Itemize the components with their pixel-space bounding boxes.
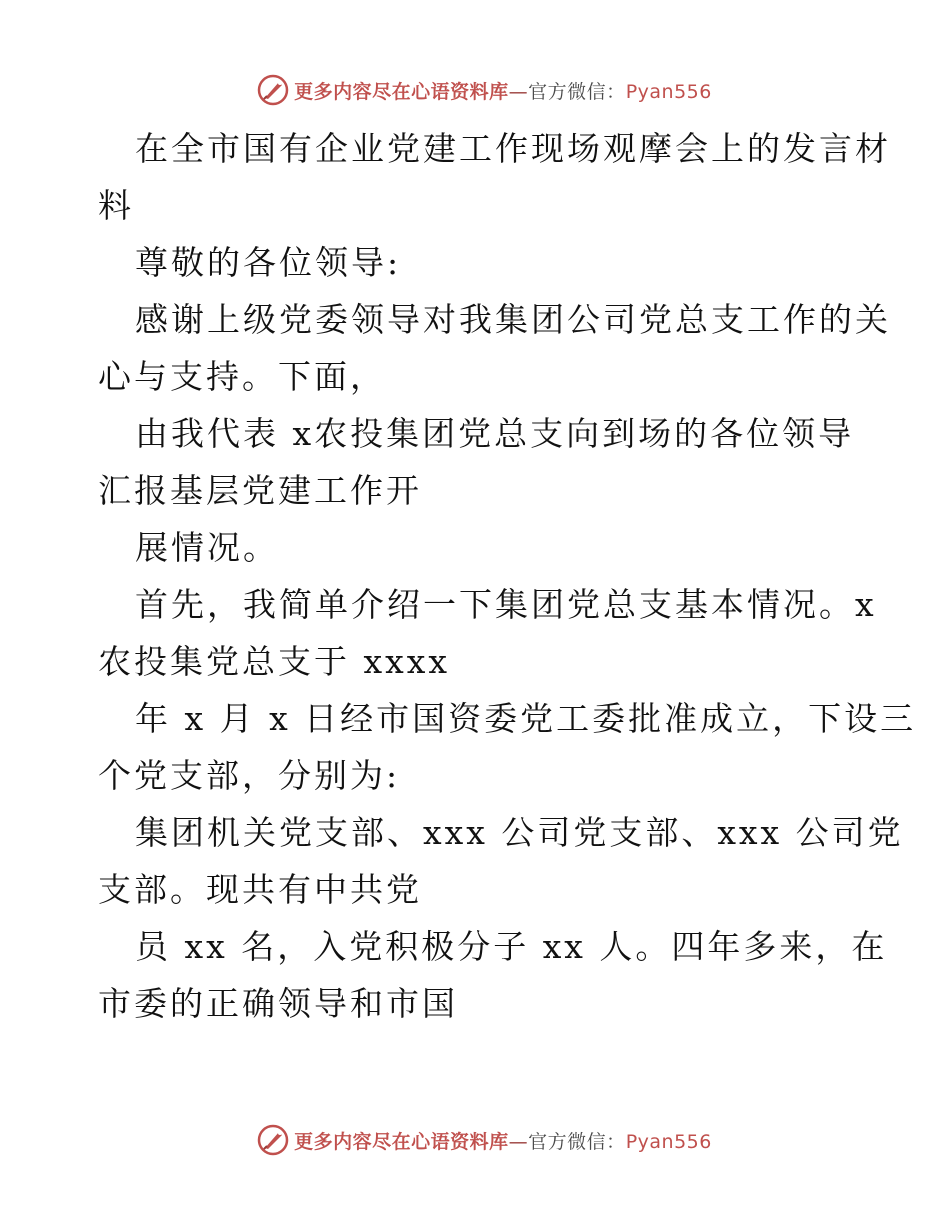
watermark-dash: — bbox=[508, 1130, 529, 1153]
paragraph-line: 汇报基层党建工作开 bbox=[98, 471, 422, 510]
watermark-account-label: 官方微信： bbox=[528, 80, 626, 103]
paragraph-line: 心与支持。下面， bbox=[98, 357, 386, 396]
paragraph-line: 年 x 月 x 日经市国资委党工委批准成立，下设三 bbox=[135, 699, 917, 738]
salutation: 尊敬的各位领导: bbox=[135, 243, 402, 282]
watermark-dash: — bbox=[508, 80, 529, 103]
paragraph-line: 个党支部，分别为: bbox=[98, 756, 401, 795]
paragraph-line: 集团机关党支部、xxx 公司党支部、xxx 公司党 bbox=[135, 813, 904, 852]
document-title-line-1: 在全市国有企业党建工作现场观摩会上的发言材 bbox=[135, 129, 891, 168]
quill-pen-logo-icon bbox=[256, 1123, 290, 1157]
document-title-line-2: 料 bbox=[98, 186, 134, 225]
document-body bbox=[98, 120, 917, 1032]
paragraph-line: 由我代表 x农投集团党总支向到场的各位领导 bbox=[135, 414, 855, 453]
paragraph-line: 支部。现共有中共党 bbox=[98, 870, 422, 909]
paragraph-line: 农投集党总支于 xxxx bbox=[98, 642, 450, 681]
watermark-group bbox=[256, 73, 712, 107]
paragraph-line: 市委的正确领导和市国 bbox=[98, 984, 458, 1023]
watermark-account-id: Pyan556 bbox=[625, 80, 712, 103]
header-watermark bbox=[0, 70, 950, 110]
quill-pen-logo-icon bbox=[256, 73, 290, 107]
watermark-text bbox=[294, 77, 712, 104]
watermark-text bbox=[294, 1127, 712, 1154]
footer-watermark bbox=[0, 1120, 950, 1160]
paragraph-line: 展情况。 bbox=[135, 528, 279, 567]
watermark-account-label: 官方微信： bbox=[528, 1130, 626, 1153]
paragraph-line: 感谢上级党委领导对我集团公司党总支工作的关 bbox=[135, 300, 891, 339]
watermark-title: 更多内容尽在心语资料库 bbox=[294, 80, 509, 103]
watermark-title: 更多内容尽在心语资料库 bbox=[294, 1130, 509, 1153]
paragraph-line: 首先，我简单介绍一下集团党总支基本情况。x bbox=[135, 585, 877, 624]
watermark-group bbox=[256, 1123, 712, 1157]
watermark-account-id: Pyan556 bbox=[625, 1130, 712, 1153]
paragraph-line: 员 xx 名，入党积极分子 xx 人。四年多来，在 bbox=[135, 927, 888, 966]
